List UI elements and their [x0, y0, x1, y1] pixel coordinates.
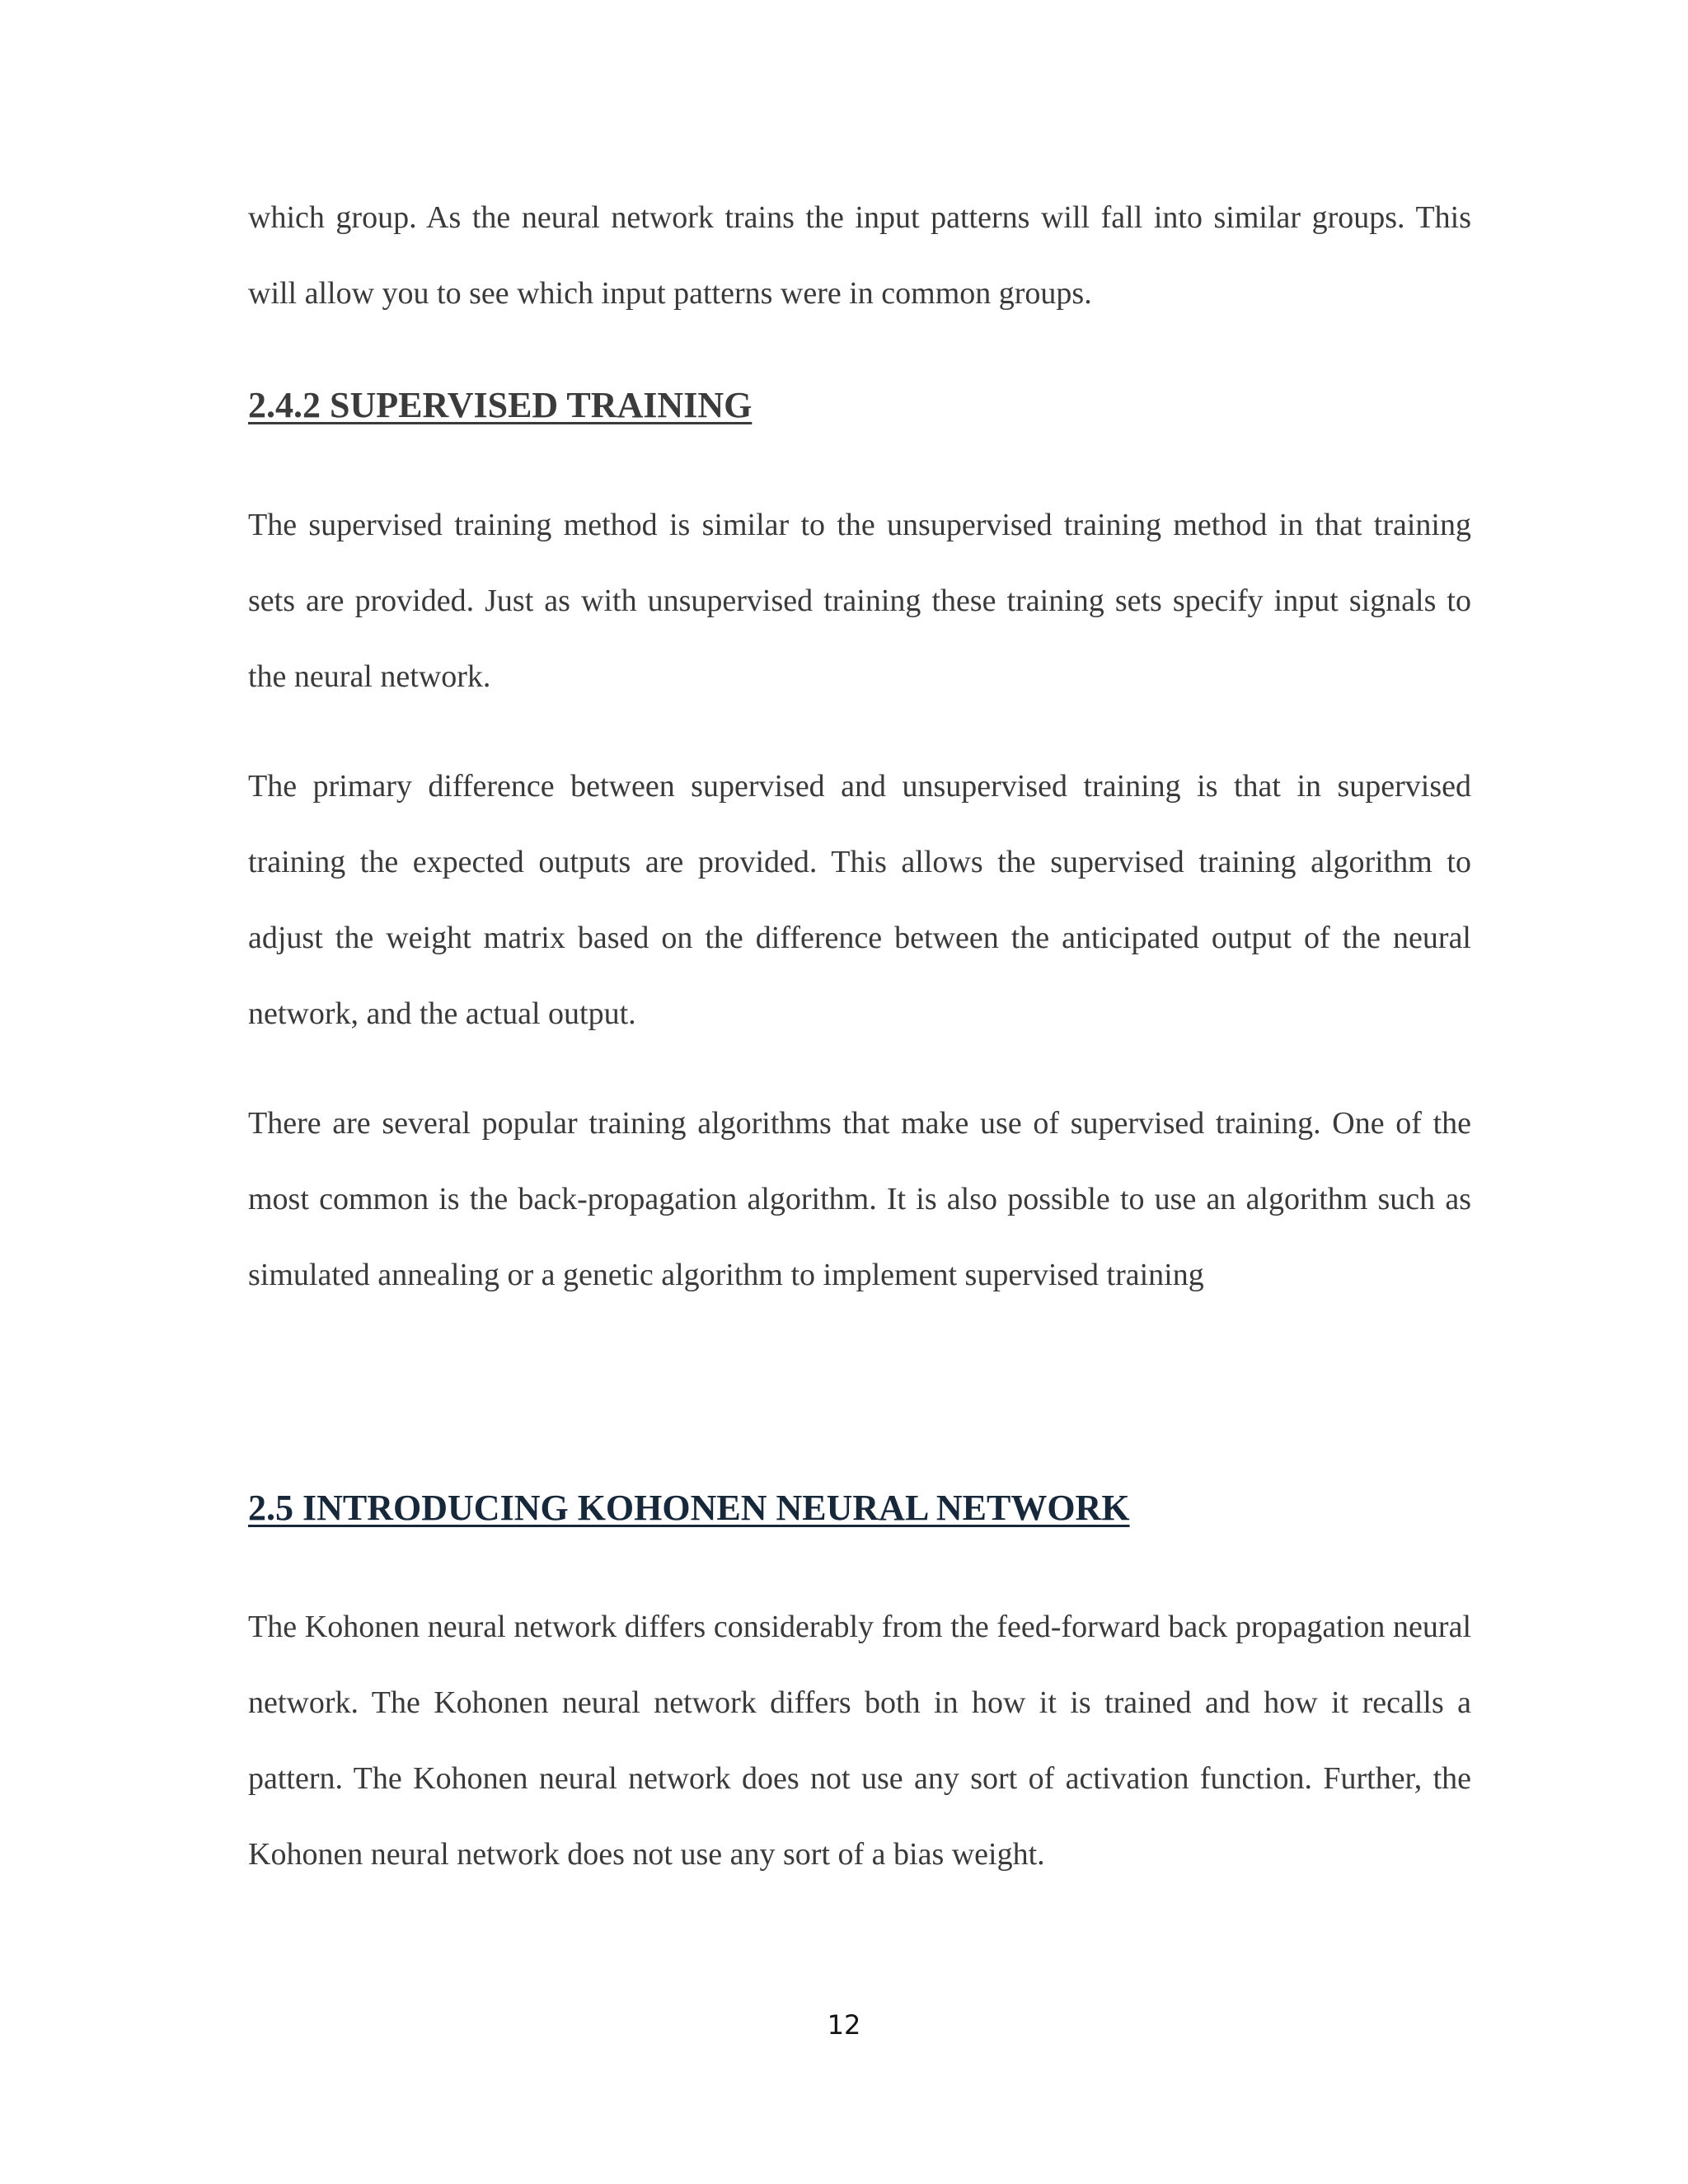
paragraph-supervised-difference: The primary difference between supervised and unsupervised training is that in supervised training the expected outputs are provided. This allows the supervised training algorithm to adjust the weight matrix based on the difference between the anticipated output of the neural network, and the actual output.: [248, 769, 1471, 1031]
paragraph-kohonen-intro: The Kohonen neural network differs considerably from the feed-forward back propagation neural network. The Kohonen neural network differs both in how it is trained and how it recalls a pattern. The Kohonen neural network does not use any sort of activation function. Further, the Kohonen neural network does not use any sort of a bias weight.: [248, 1610, 1471, 1872]
paragraph-supervised-algorithms: There are several popular training algorithms that make use of supervised training. One of the most common is the back-propagation algorithm. It is also possible to use an algorithm such as simulated annealing or a genetic algorithm to implement supervised training: [248, 1106, 1471, 1292]
section-heading-supervised-training: 2.4.2 SUPERVISED TRAINING: [248, 385, 753, 425]
paragraph-supervised-intro: The supervised training method is similar to the unsupervised training method in that training sets are provided. Just as with unsupervised training these training sets specify input signals to the neural network.: [248, 508, 1471, 694]
page-number: 12: [827, 2009, 861, 2041]
paragraph-unsupervised-groups: which group. As the neural network trains the input patterns will fall into similar groups. This will allow you to see which input patterns were in common groups.: [248, 200, 1471, 311]
section-heading-kohonen: 2.5 INTRODUCING KOHONEN NEURAL NETWORK: [248, 1488, 1130, 1528]
